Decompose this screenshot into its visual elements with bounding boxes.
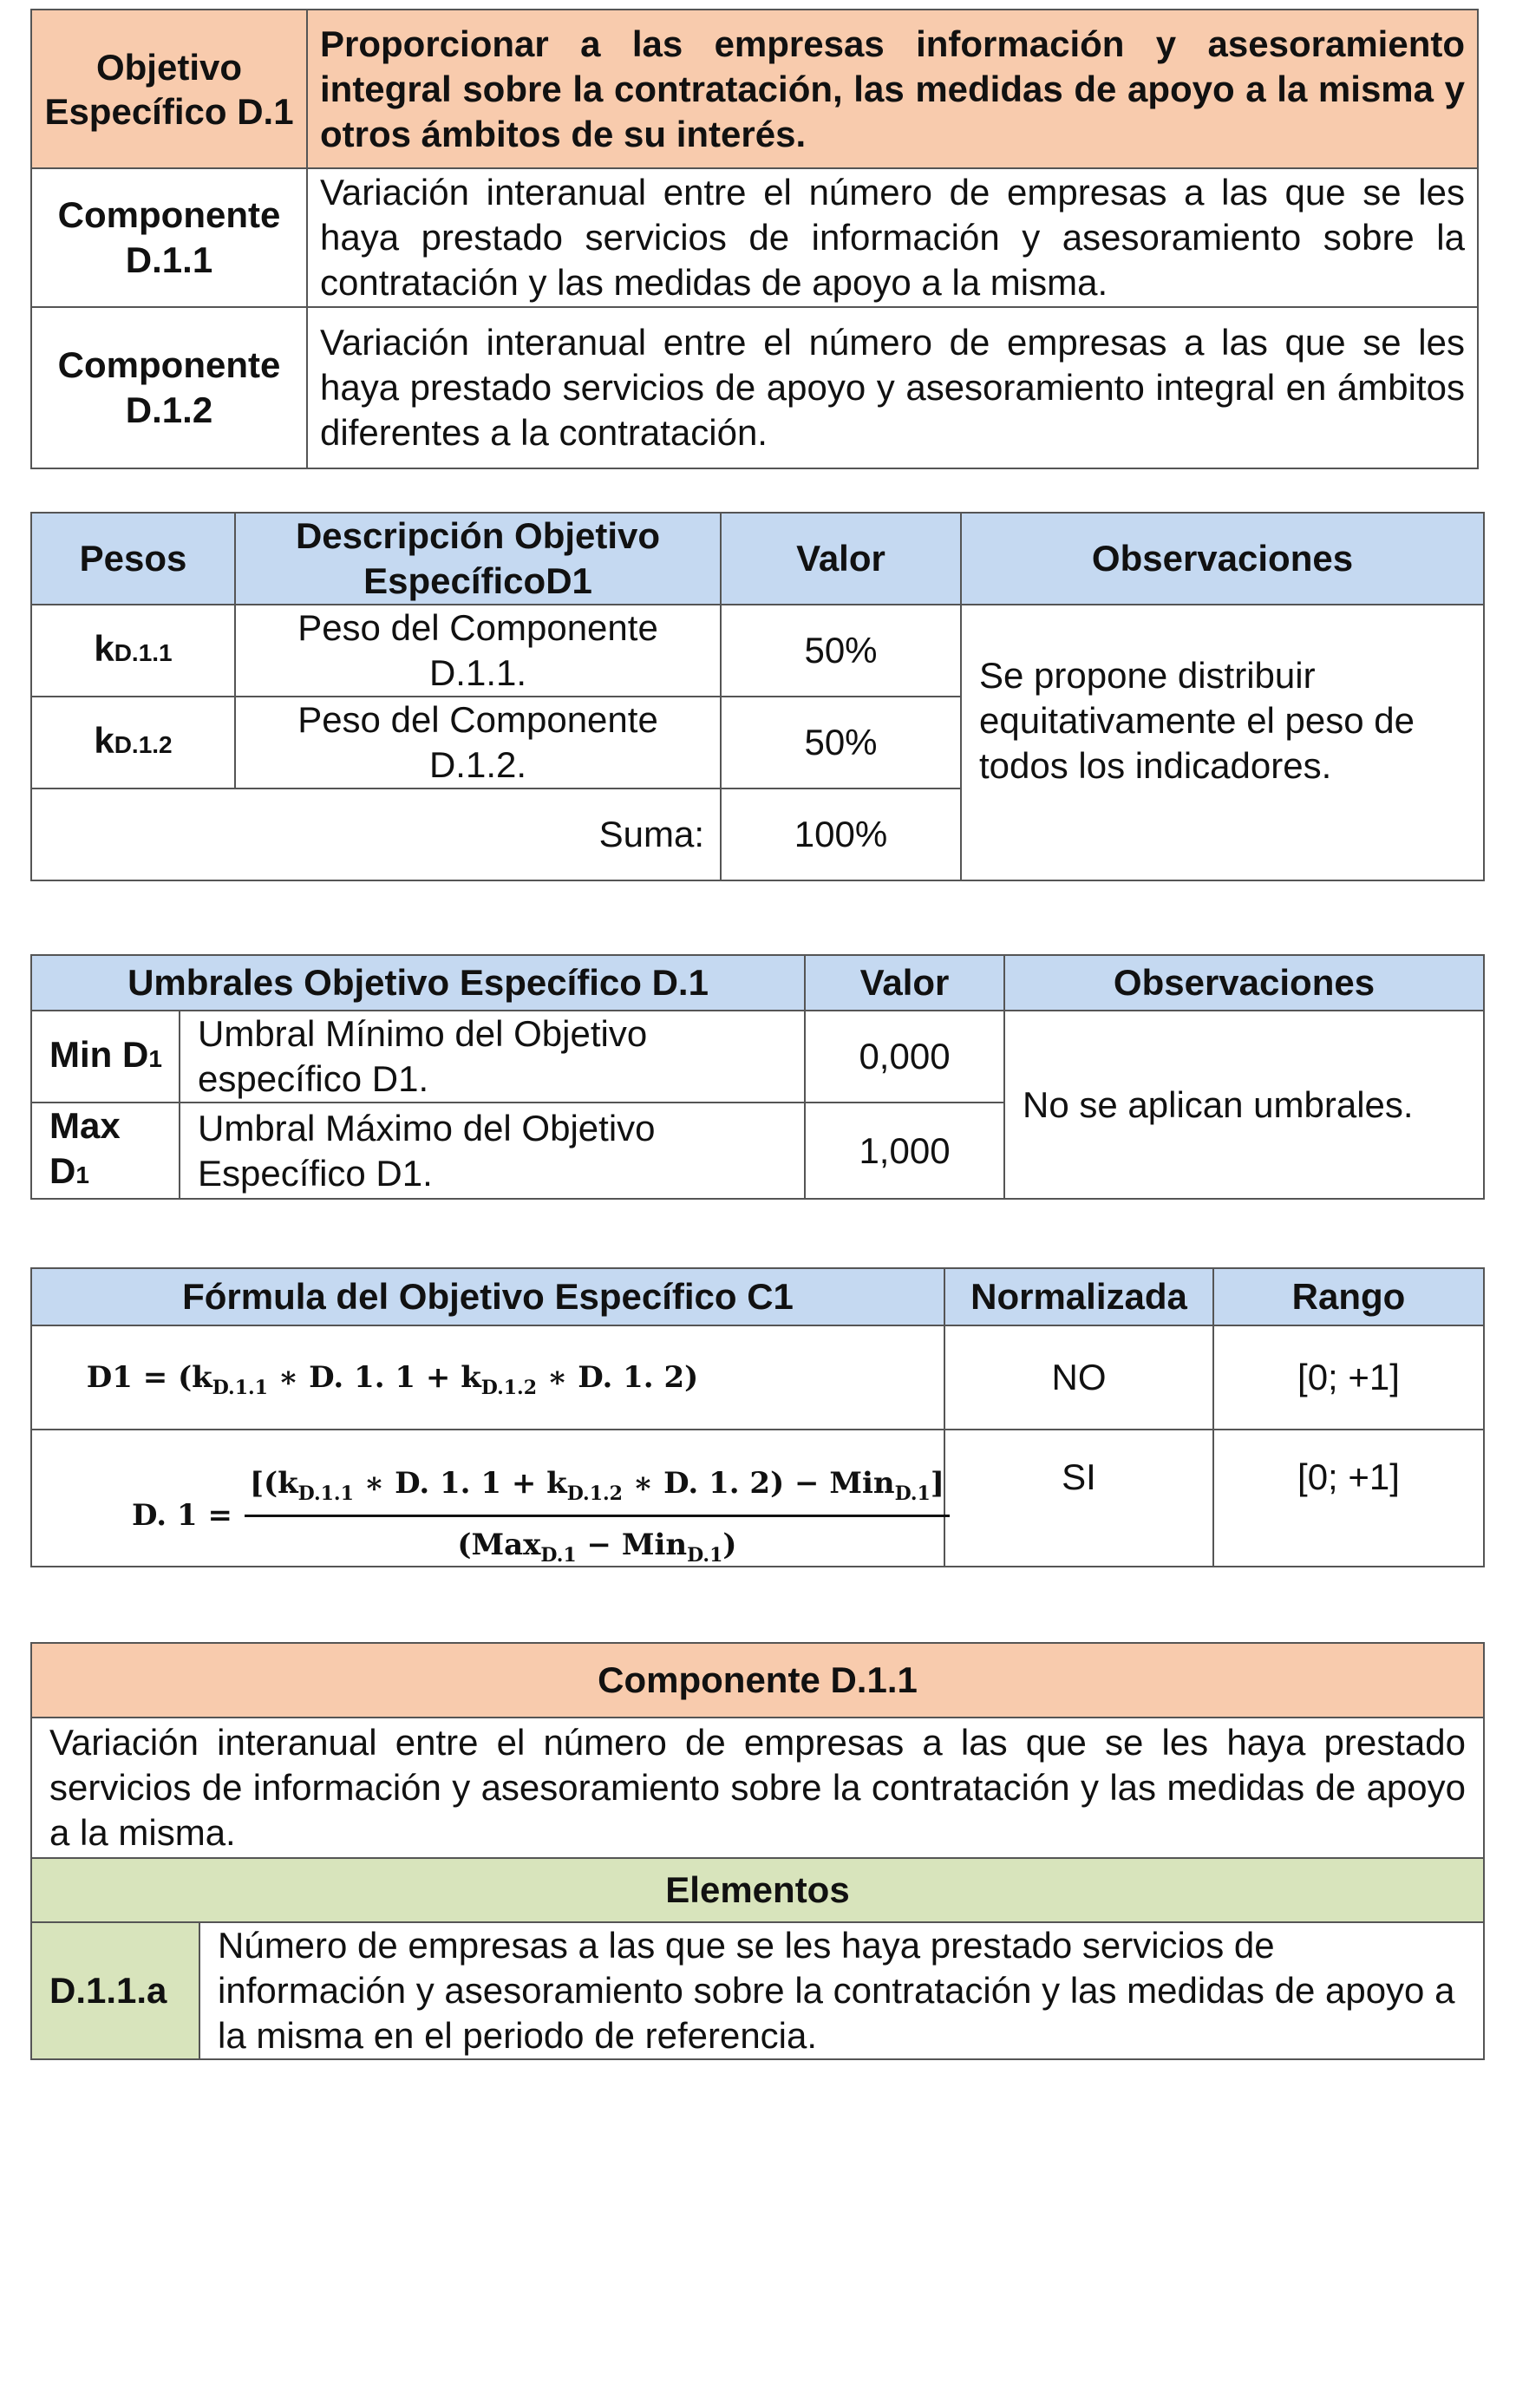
header-formula: Fórmula del Objetivo Específico C1	[31, 1268, 944, 1325]
thresholds-observation: No se aplican umbrales.	[1004, 1011, 1484, 1199]
objective-table	[30, 9, 1479, 469]
normalized-value: SI	[944, 1430, 1213, 1567]
weight-value: 50%	[721, 697, 961, 788]
threshold-label: Max D1	[31, 1103, 180, 1199]
threshold-value: 1,000	[805, 1103, 1004, 1199]
objective-label: Objetivo Específico D.1	[31, 10, 307, 168]
threshold-description: Umbral Máximo del Objetivo Específico D1.	[180, 1103, 805, 1199]
component-label: Componente D.1.1	[31, 168, 307, 307]
component-label: Componente D.1.2	[31, 307, 307, 468]
header-pesos: Pesos	[31, 513, 235, 605]
range-value: [0; +1]	[1213, 1430, 1484, 1567]
sum-label: Suma:	[31, 788, 721, 880]
header-valor: Valor	[805, 955, 1004, 1011]
component-text: Variación interanual entre el número de empresas a las que se les haya prestado servicios de información y asesoramiento sobre la contratación y las medidas de apoyo a la misma.	[307, 168, 1478, 307]
weight-description: Peso del Componente D.1.2.	[235, 697, 721, 788]
header-umbrales: Umbrales Objetivo Específico D.1	[31, 955, 805, 1011]
weight-symbol: kD.1.1	[31, 605, 235, 697]
elements-header: Elementos	[31, 1858, 1484, 1922]
header-normalizada: Normalizada	[944, 1268, 1213, 1325]
header-observaciones: Observaciones	[1004, 955, 1484, 1011]
weight-value: 50%	[721, 605, 961, 697]
header-valor: Valor	[721, 513, 961, 605]
threshold-value: 0,000	[805, 1011, 1004, 1103]
formula-expression: $D1 = (k_{D.1.1}$ ∗ D. 1. $1 + k_{D.1.2}$ ∗ D. 1. 2)	[86, 1359, 699, 1399]
weight-symbol: kD.1.2	[31, 697, 235, 788]
range-value: [0; +1]	[1213, 1325, 1484, 1430]
objective-text: Proporcionar a las empresas información y asesoramiento integral sobre la contratación, las medidas de apoyo a la misma y otros ámbitos de su interés.	[307, 10, 1478, 168]
sum-value: 100%	[721, 788, 961, 880]
header-descripcion: Descripción Objetivo EspecíficoD1	[235, 513, 721, 605]
component-table	[30, 1642, 1485, 2060]
weight-description: Peso del Componente D.1.1.	[235, 605, 721, 697]
threshold-description: Umbral Mínimo del Objetivo específico D1.	[180, 1011, 805, 1103]
component-title: Componente D.1.1	[31, 1643, 1484, 1718]
header-observaciones: Observaciones	[961, 513, 1484, 605]
threshold-label: Min D1	[31, 1011, 180, 1103]
formula-unnormalized	[31, 1325, 944, 1430]
formula-normalized	[31, 1430, 944, 1567]
weights-observation: Se propone distribuir equitativamente el peso de todos los indicadores.	[961, 605, 1484, 880]
thresholds-table	[30, 954, 1485, 1200]
component-description: Variación interanual entre el número de empresas a las que se les haya prestado servicios de información y asesoramiento sobre la contratación y las medidas de apoyo a la misma.	[31, 1718, 1484, 1858]
element-code: D.1.1.a	[31, 1922, 199, 2059]
normalized-value: NO	[944, 1325, 1213, 1430]
component-text: Variación interanual entre el número de empresas a las que se les haya prestado servicios de apoyo y asesoramiento integral en ámbitos diferentes a la contratación.	[307, 307, 1478, 468]
formula-table	[30, 1267, 1485, 1567]
element-description: Número de empresas a las que se les haya prestado servicios de información y asesoramiento sobre la contratación y las medidas de apoyo a la misma en el periodo de referencia.	[199, 1922, 1484, 2059]
header-rango: Rango	[1213, 1268, 1484, 1325]
weights-table	[30, 512, 1485, 881]
formula-fraction-expression: D. 1 = $\frac{[(k_{D.1.1} ∗ D. 1. 1 + k_{D.1.2} ∗ D. 1. 2) - Min_{D.1}]}{(Max_{D.1} - Min_{D.1})}$	[132, 1461, 950, 1571]
